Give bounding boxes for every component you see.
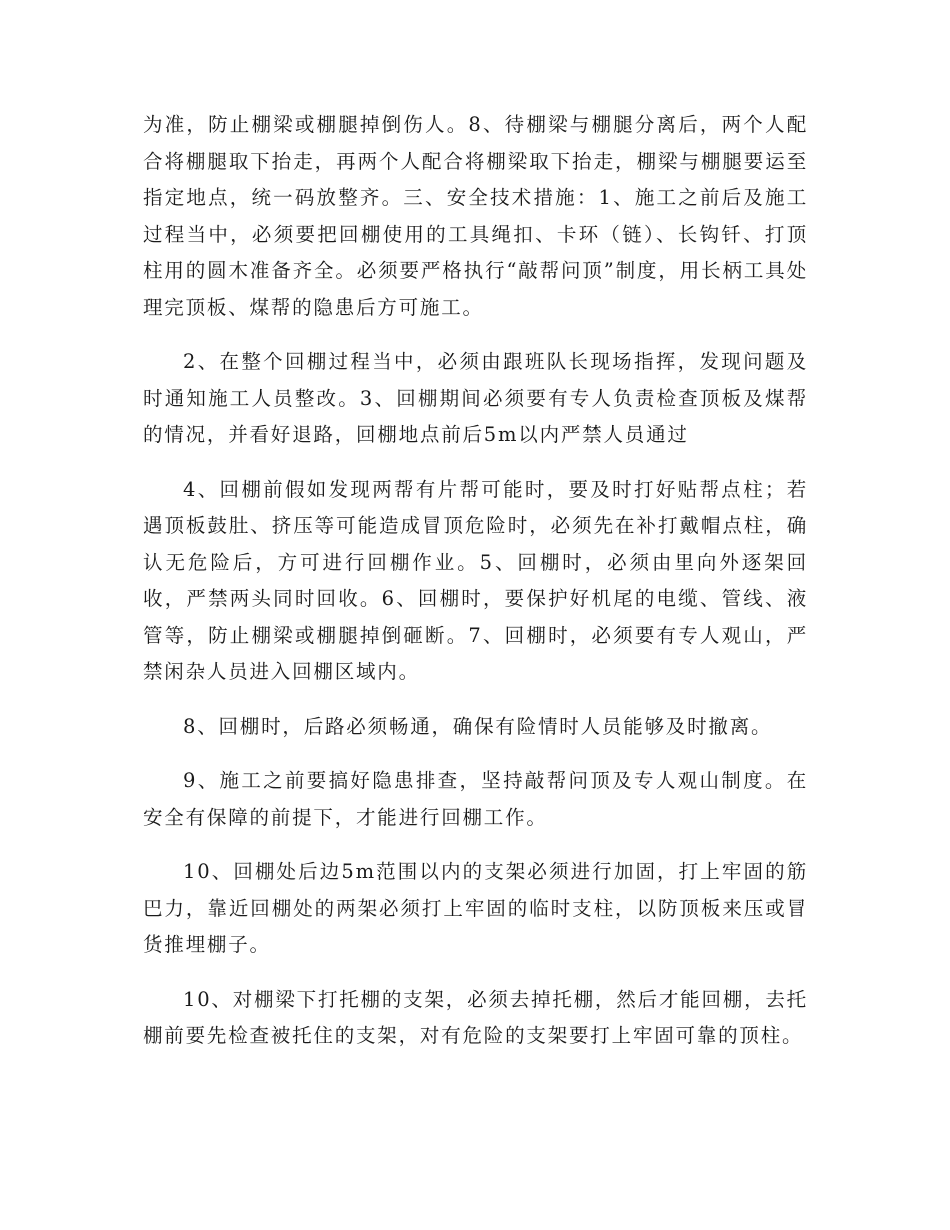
paragraph-item-10b: 10、对棚梁下打托棚的支架，必须去掉托棚，然后才能回棚，去托棚前要先检查被托住的支架，对有危险的支架要打上牢固可靠的顶柱。 <box>143 987 808 1047</box>
paragraph-continuation: 为准，防止棚梁或棚腿掉倒伤人。8、待棚梁与棚腿分离后，两个人配合将棚腿取下抬走，再两个人配合将棚梁取下抬走，棚梁与棚腿要运至指定地点，统一码放整齐。三、安全技术措施：1、施工之前后及施工过程当中，必须要把回棚使用的工具绳扣、卡环（链）、长钩钎、打顶柱用的圆木准备齐全。必须要严格执行“敲帮问顶”制度，用长柄工具处理完顶板、煤帮的隐患后方可施工。 <box>143 113 808 319</box>
paragraph-item-9: 9、施工之前要搞好隐患排查，坚持敲帮问顶及专人观山制度。在安全有保障的前提下，才能进行回棚工作。 <box>143 769 808 829</box>
paragraph-item-10a: 10、回棚处后边5m范围以内的支架必须进行加固，打上牢固的筋巴力，靠近回棚处的两架必须打上牢固的临时支柱，以防顶板来压或冒货推埋棚子。 <box>143 860 808 956</box>
paragraph-item-2: 2、在整个回棚过程当中，必须由跟班队长现场指挥，发现问题及时通知施工人员整改。3、回棚期间必须要有专人负责检查顶板及煤帮的情况，并看好退路，回棚地点前后5m以内严禁人员通过 <box>143 350 808 446</box>
paragraph-item-8: 8、回棚时，后路必须畅通，确保有险情时人员能够及时撤离。 <box>183 714 773 738</box>
document-body <box>143 107 808 1073</box>
paragraph-item-4: 4、回棚前假如发现两帮有片帮可能时，要及时打好贴帮点柱；若遇顶板鼓肚、挤压等可能造成冒顶危险时，必须先在补打戴帽点柱，确认无危险后，方可进行回棚作业。5、回棚时，必须由里向外逐架回收，严禁两头同时回收。6、回棚时，要保护好机尾的电缆、管线、液管等，防止棚梁或棚腿掉倒砸断。7、回棚时，必须要有专人观山，严禁闲杂人员进入回棚区域内。 <box>143 477 808 683</box>
